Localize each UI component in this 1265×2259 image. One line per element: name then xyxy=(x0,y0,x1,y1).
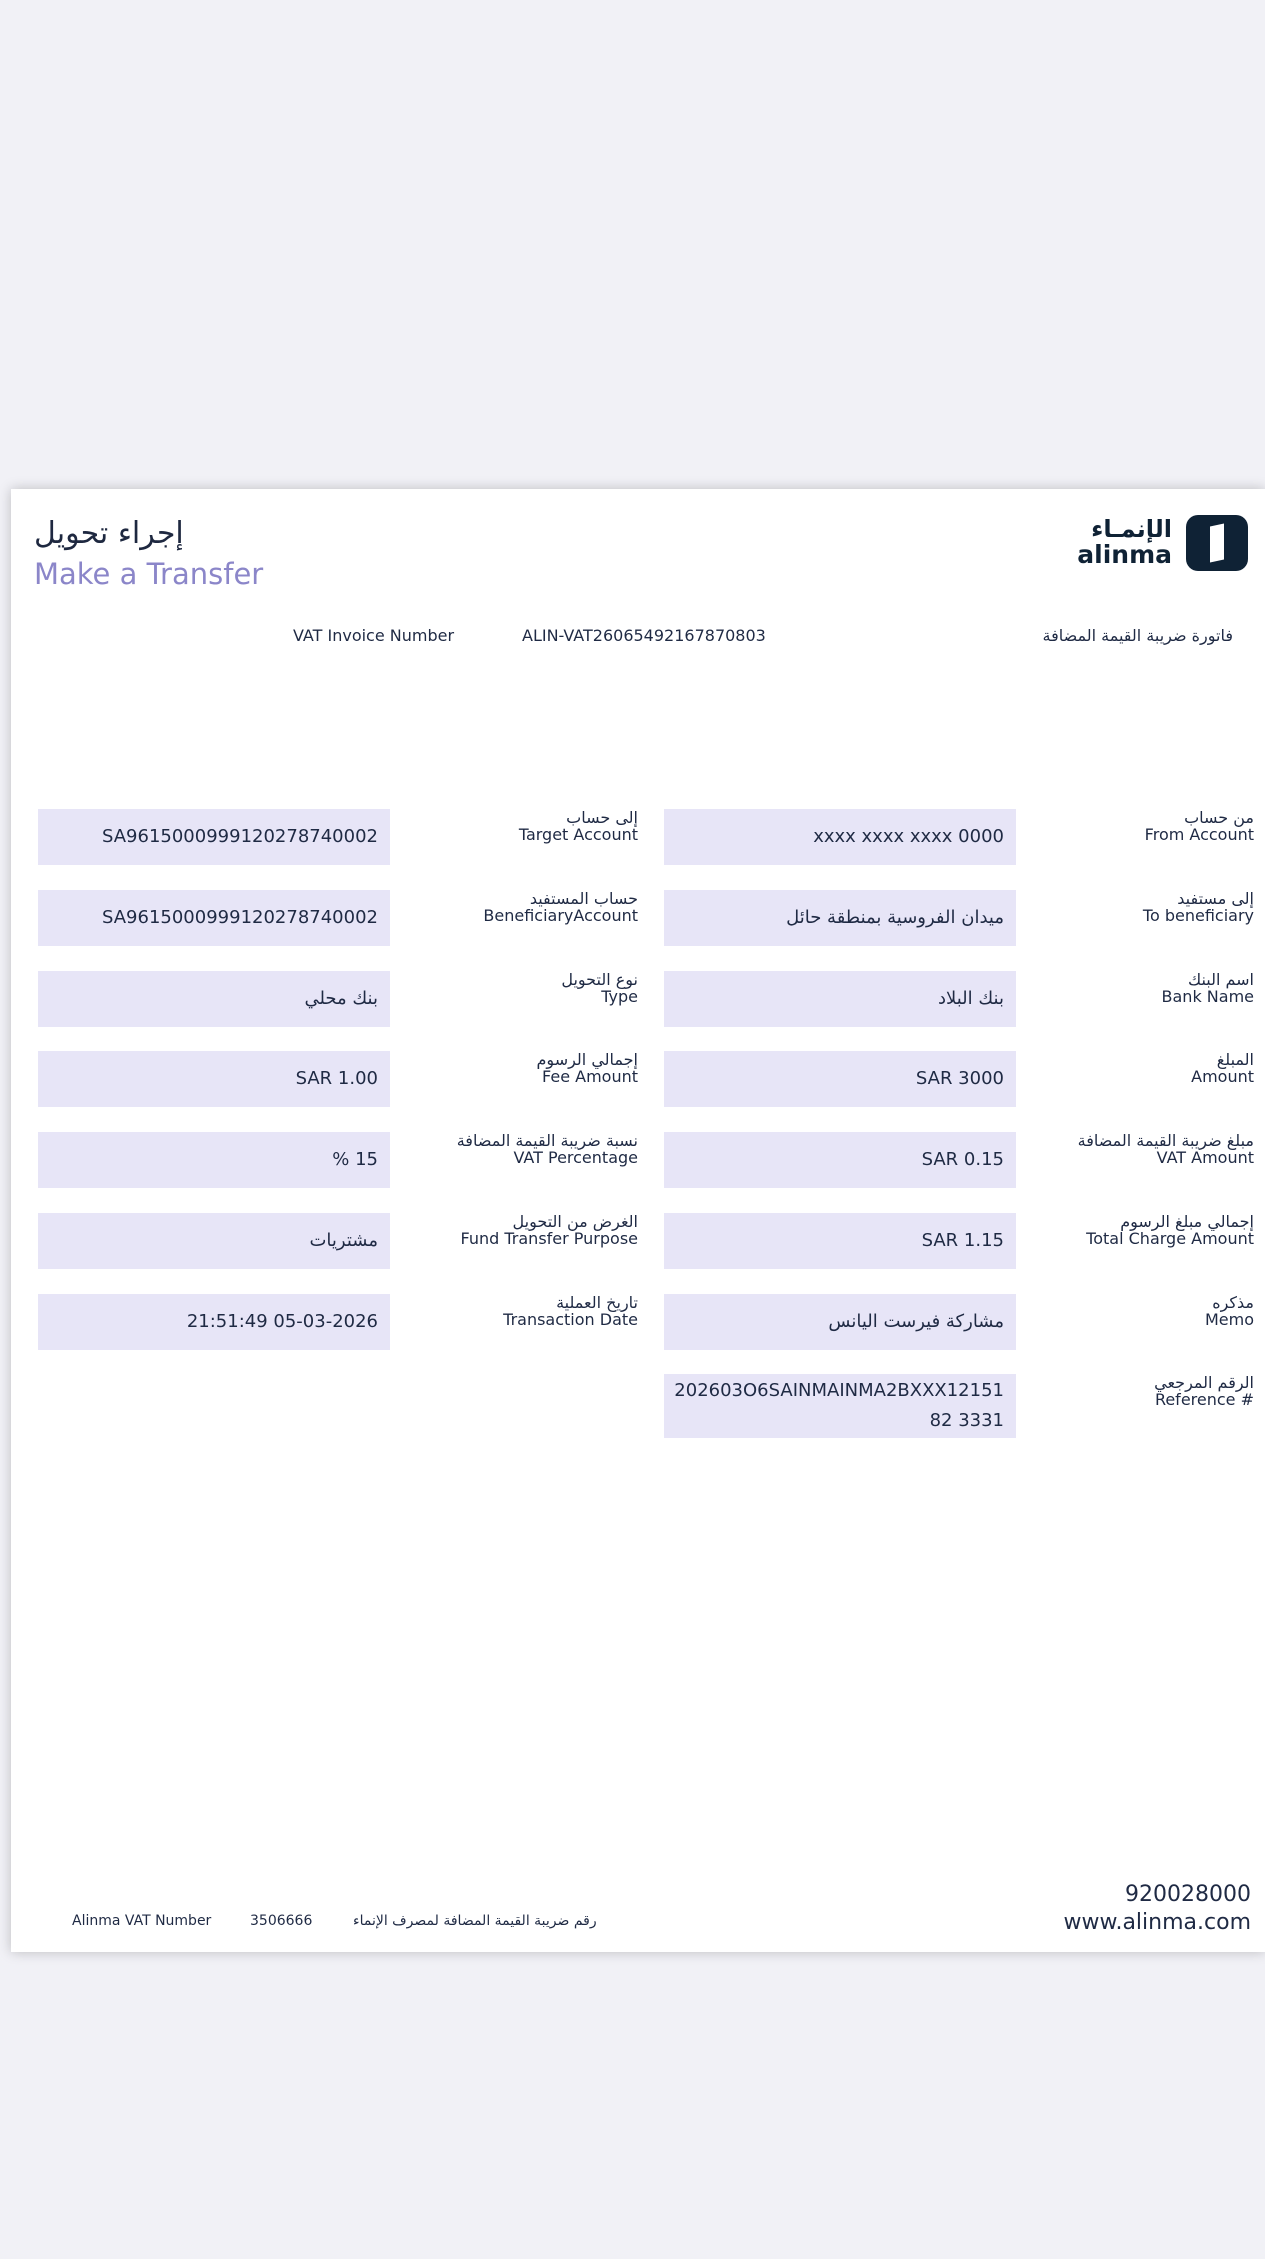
label-english: Type xyxy=(601,987,638,1006)
label-english: VAT Amount xyxy=(1156,1148,1254,1167)
label-english: BeneficiaryAccount xyxy=(483,906,638,925)
alinma-logo xyxy=(1077,513,1248,573)
transaction-date-label xyxy=(503,1294,638,1328)
total-charge-label xyxy=(1086,1213,1254,1247)
transfer-purpose-label xyxy=(461,1213,638,1247)
label-arabic: مذكره xyxy=(1212,1293,1254,1312)
amount-value: SAR 3000 xyxy=(664,1051,1016,1107)
reference-value: 202603O6SAINMAINMA2BXXX1215182 3331 xyxy=(664,1374,1016,1438)
page-title-arabic: إجراء تحويل xyxy=(34,516,184,551)
logo-english-text: alinma xyxy=(1077,540,1172,570)
label-arabic: إلى مستفيد xyxy=(1177,889,1254,908)
fee-amount-value: SAR 1.00 xyxy=(38,1051,390,1107)
beneficiary-account-label xyxy=(483,890,638,924)
transaction-date-value: 21:51:49 05-03-2026 xyxy=(38,1294,390,1350)
vat-invoice-label: VAT Invoice Number xyxy=(293,626,455,645)
memo-label xyxy=(1205,1294,1254,1328)
label-arabic: الغرض من التحويل xyxy=(512,1212,638,1231)
alinma-vat-label: Alinma VAT Number xyxy=(72,1913,212,1929)
vat-percentage-label xyxy=(457,1132,638,1166)
alinma-vat-label-arabic: رقم ضريبة القيمة المضافة لمصرف الإنماء xyxy=(353,1913,597,1929)
memo-value: مشاركة فيرست اليانس xyxy=(664,1294,1016,1350)
label-english: Amount xyxy=(1191,1067,1254,1086)
vat-invoice-number: ALIN-VAT26065492167870803 xyxy=(522,626,766,645)
vat-amount-value: SAR 0.15 xyxy=(664,1132,1016,1188)
label-arabic: نوع التحويل xyxy=(561,970,638,989)
label-arabic: إجمالي مبلغ الرسوم xyxy=(1120,1212,1254,1231)
from-account-value: xxxx xxxx xxxx 0000 xyxy=(664,809,1016,865)
bank-name-label xyxy=(1162,971,1254,1005)
label-arabic: تاريخ العملية xyxy=(556,1293,638,1312)
label-arabic: الرقم المرجعي xyxy=(1154,1373,1254,1392)
to-beneficiary-value: ميدان الفروسية بمنطقة حائل xyxy=(664,890,1016,946)
reference-label xyxy=(1154,1374,1254,1408)
label-english: Transaction Date xyxy=(503,1310,638,1329)
label-english: Reference # xyxy=(1154,1390,1254,1409)
page-title: Make a Transfer xyxy=(34,557,264,591)
total-charge-value: SAR 1.15 xyxy=(664,1213,1016,1269)
label-arabic: مبلغ ضريبة القيمة المضافة xyxy=(1077,1131,1254,1150)
label-arabic: نسبة ضريبة القيمة المضافة xyxy=(456,1131,638,1150)
label-arabic: المبلغ xyxy=(1216,1050,1254,1069)
logo-icon xyxy=(1186,515,1248,571)
from-account-label xyxy=(1145,809,1254,843)
label-english: From Account xyxy=(1144,825,1254,844)
label-english: Fund Transfer Purpose xyxy=(460,1229,638,1248)
label-english: To beneficiary xyxy=(1142,906,1254,925)
logo-arabic-text: الإنمـاء xyxy=(1091,515,1172,544)
label-arabic: اسم البنك xyxy=(1187,970,1254,989)
fee-amount-label xyxy=(537,1051,638,1085)
website-link[interactable]: www.alinma.com xyxy=(1063,1910,1251,1935)
beneficiary-account-value: SA9615000999120278740002 xyxy=(38,890,390,946)
transfer-purpose-value: مشتريات xyxy=(38,1213,390,1269)
transfer-receipt xyxy=(11,489,1265,1952)
label-english: Memo xyxy=(1204,1310,1254,1329)
label-arabic: إلى حساب xyxy=(566,808,638,827)
vat-invoice-label-arabic: فاتورة ضريبة القيمة المضافة xyxy=(1042,626,1233,645)
vat-percentage-value: % 15 xyxy=(38,1132,390,1188)
phone-number[interactable]: 920028000 xyxy=(1125,1882,1251,1907)
target-account-label xyxy=(519,809,638,843)
transfer-type-value: بنك محلي xyxy=(38,971,390,1027)
label-english: Target Account xyxy=(518,825,638,844)
label-english: Fee Amount xyxy=(542,1067,638,1086)
label-arabic: إجمالي الرسوم xyxy=(536,1050,638,1069)
label-arabic: من حساب xyxy=(1184,808,1254,827)
label-arabic: حساب المستفيد xyxy=(529,889,638,908)
transfer-type-label xyxy=(561,971,638,1005)
bank-name-value: بنك البلاد xyxy=(664,971,1016,1027)
amount-label xyxy=(1191,1051,1254,1085)
contact-info xyxy=(1064,1881,1252,1937)
alinma-vat-number: 3506666 xyxy=(250,1913,313,1929)
label-english: Total Charge Amount xyxy=(1086,1229,1254,1248)
label-english: VAT Percentage xyxy=(513,1148,638,1167)
to-beneficiary-label xyxy=(1143,890,1254,924)
label-english: Bank Name xyxy=(1161,987,1254,1006)
target-account-value: SA9615000999120278740002 xyxy=(38,809,390,865)
vat-amount-label xyxy=(1078,1132,1254,1166)
logo-wordmark xyxy=(1077,517,1172,569)
